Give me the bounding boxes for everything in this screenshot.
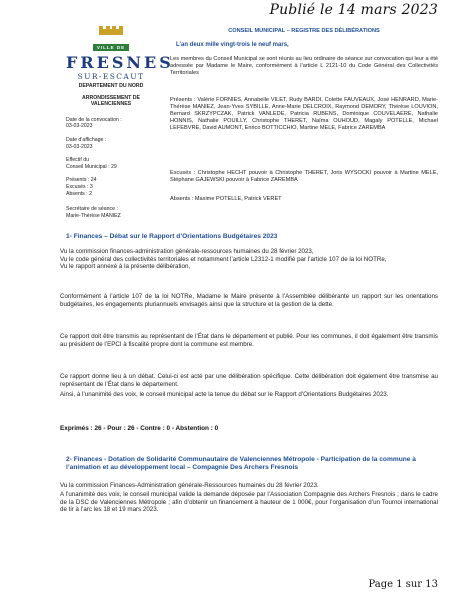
section-1-title: 1- Finances – Débat sur le Rapport d’Orientations Budgétaires 2023 [66,233,278,240]
section-2-vu-1: Vu la commission Finances-Administration générale-Ressources humaines du 28 février 2023. [60,482,319,489]
section-1-paragraph-1: Conformément à l’article 107 de la loi NOTRe, Madame le Maire présente à l’Assemblée délibérante un rapport sur les orientations budgétaires, les engagements pluriannuels envisagés ainsi que la structure et la gestion de la dette. [60,293,438,308]
presents-count: Présents : 24 [66,177,97,184]
handwritten-publication-note: Publié le 14 mars 2023 [269,2,438,18]
session-intro: Les membres du Conseil Municipal se sont réunis au lieu ordinaire de séance sur convocation qui leur a été adressée par Madame le Maire, conformément à l’article L 2121-10 du Code Général des Collectivités Territoriales [170,56,438,77]
page-number: Page 1 sur 13 [368,579,438,590]
presents-list: Présents : Valérie FORNIES, Annabelle VILET, Rudy BARDI, Colette FAUVEAUX, José HENRARD, Marie-Thérèse MANIEZ, Jean-Yves SYBILLE, Anne-Marie DELCROIX, Raymond DEMORY, Thérèse LOUVION, Bernard SKRZYPCZAK, Patrick VANLEDE, Patricia RUBENS, Dominique COUVELAERE, Nathalie HONNIS, Nathalie POUILLY, Christophe THERET, Naïma OUHOUD, Magaly POTELLE, Michael LEFEBVRE, David AUMONT, Enrico BOTTICCHIO, Martine MELE, Fabrice ZAREMBA [170,97,438,132]
logo-town-name: FRESNES [66,53,174,72]
section-1-paragraph-4: Ainsi, à l’unanimité des voix, le conseil municipal acte la tenue du débat sur le Rapport d’Orientations Budgétaires 2023. [60,391,389,398]
section-1-visas [60,248,438,271]
crown-icon [98,26,124,35]
affichage-label: Date d’affichage : [66,136,107,143]
section-1-paragraph-3: Ce rapport donne lieu à un débat. Celui-ci est acté par une délibération spécifique. Cette délibération doit également être transmise au représentant de l’État dans le département. [60,373,438,388]
logo-ville-de: VILLE DE [93,44,129,51]
absents-count: Absents : 2 [66,190,92,197]
left-info-column [66,83,156,219]
department: DEPARTEMENT DU NORD [78,83,144,89]
secretary-label: Secrétaire de séance : [66,206,118,213]
section-1-vu-3: Vu le rapport annexé à la présente délibération, [60,263,191,271]
secretary-name: Marie-Thérèse MANIEZ [66,212,121,219]
affichage-date: 03-03-2023 [66,143,93,150]
section-1-votes: Exprimés : 26 - Pour : 26 - Contre : 0 - Abstention : 0 [60,425,219,432]
effectif-value: Conseil Municipal : 29 [66,163,117,170]
absents-list: Absents : Maxime POTELLE, Patrick VERET [170,196,282,202]
arrondissement: ARRONDISSEMENT DE VALENCIENNES [82,94,140,108]
town-logo [66,26,174,81]
section-2-title: 2- Finances - Dotation de Solidarité Communautaire de Valenciennes Métropole - Participation de la commune à l’animation et au développement local – Compagnie Des Archers Fresnois [66,456,416,472]
convocation-date: 03-03-2023 [66,123,93,130]
convocation-label: Date de la convocation : [66,116,122,123]
section-2-paragraph-1: A l’unanimité des voix, le conseil municipal valide la demande déposée par l’Association Compagnie des Archers Fresnois ; dans le cadre de la DSC de Valenciennes Métropole ; afin d’obtenir un financement à hauteur de 1 000€, pour l’organisation d’un Tournoi international de tir à l’arc les 18 et 19 mars 2023. [60,491,438,514]
section-1-paragraph-2: Ce rapport doit être transmis au représentant de l’État dans le département et publié. Pour les communes, il doit également être transmis au président de l’EPCI à fiscalité propre dont la commune est membre. [60,333,438,348]
effectif-label: Effectif du [66,157,89,164]
session-date-line: L’an deux mille vingt-trois le neuf mars, [176,42,289,48]
logo-town-subname: SUR-ESCAUT [77,72,145,81]
section-1-vu-2: Vu le code général des collectivités territoriales et notamment l’article L2312-1 modifié par l’article 107 de la loi NOTRe, [60,255,387,263]
page-title: CONSEIL MUNICIPAL – REGISTRE DES DÉLIBÉRATIONS [228,28,380,34]
excuses-count: Excusés : 3 [66,183,93,190]
section-1-vu-1: Vu la commission finances-administration générale-ressources humaines du 28 février 2023, [60,248,314,255]
excuses-list: Excusés : Christophe HECHT pouvoir à Christophe THERET, Joris WYSOCKI pouvoir à Martine MELE, Stéphane GAJEWSKI pouvoir à Fabrice ZAREMBA [170,170,438,184]
